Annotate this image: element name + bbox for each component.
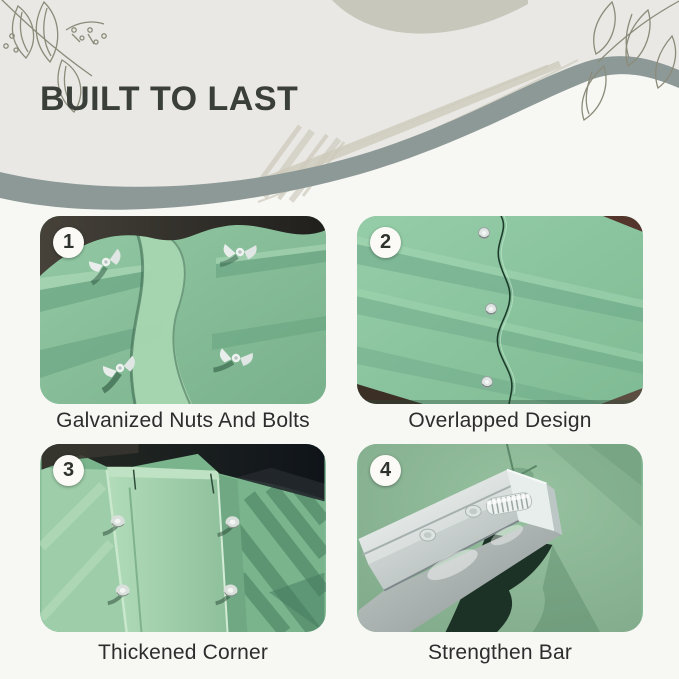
feature-card-3 (40, 444, 326, 632)
page-title: BUILT TO LAST (40, 80, 299, 118)
overlapped-panels-photo (357, 216, 643, 404)
feature-caption: Overlapped Design (408, 409, 592, 432)
feature-caption: Strengthen Bar (427, 641, 573, 664)
feature-number-badge: 4 (370, 455, 401, 486)
bar-bolt-head (420, 529, 436, 541)
bar-bolt-head (465, 505, 481, 517)
feature-caption: Thickened Corner (97, 641, 269, 664)
strengthen-bar-photo (357, 444, 643, 632)
feature-card-1 (40, 216, 326, 404)
corner-bracket-photo (40, 444, 326, 632)
feature-caption: Galvanized Nuts And Bolts (56, 409, 310, 432)
feature-number-badge: 2 (370, 227, 401, 258)
feature-number-badge: 1 (53, 227, 84, 258)
wing-nut-bolts-photo (40, 216, 326, 404)
strengthen-bar-photo-card (357, 444, 643, 632)
feature-number-badge: 3 (53, 455, 84, 486)
feature-card-2 (357, 216, 643, 404)
